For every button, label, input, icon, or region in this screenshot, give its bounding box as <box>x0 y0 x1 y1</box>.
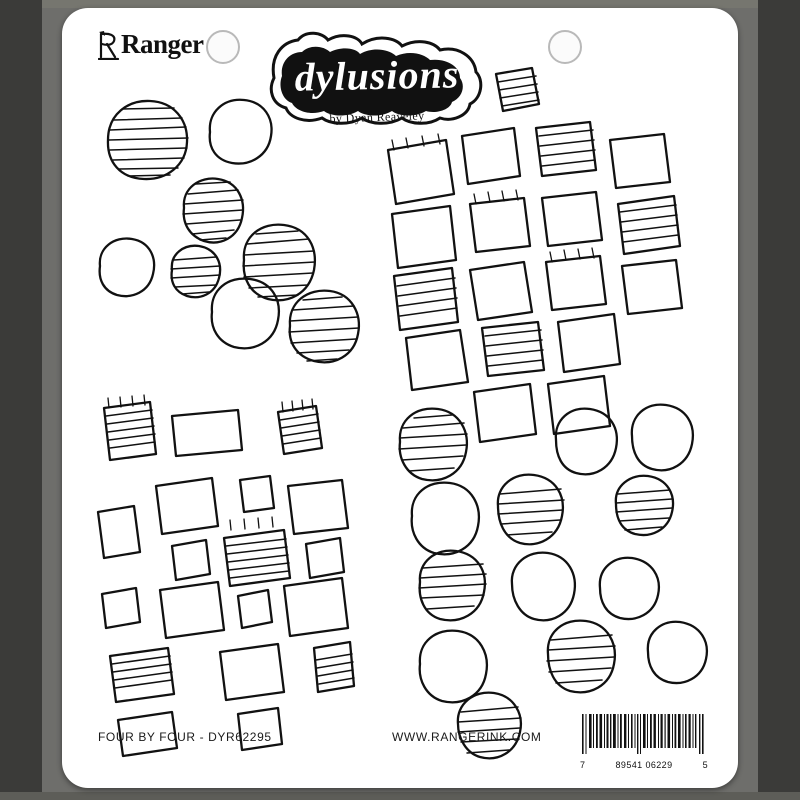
background-right-mat <box>758 0 800 800</box>
dylusions-byline: by Dyan Reaveley <box>329 108 425 126</box>
background-top-edge <box>0 0 800 8</box>
barcode-digits <box>580 760 708 770</box>
stamp-artwork <box>62 8 738 788</box>
package-footer <box>62 720 738 770</box>
barcode <box>580 714 710 770</box>
package-front-face <box>62 8 738 788</box>
artwork-squares-top-right <box>388 68 682 442</box>
barcode-main-digits: 89541 06229 <box>615 760 673 770</box>
website-label: WWW.RANGERINK.COM <box>392 730 542 744</box>
artwork-squares-bottom-left <box>98 395 354 756</box>
artwork-circles-top-left <box>100 100 359 362</box>
artwork-circles-bottom-right <box>399 405 707 759</box>
barcode-right-digit: 5 <box>702 760 708 770</box>
barcode-bars-icon <box>580 714 706 754</box>
dylusions-wordmark: dylusions <box>294 51 460 100</box>
background-bottom-edge <box>0 792 800 800</box>
product-package-card <box>62 8 738 788</box>
ranger-wordmark: Ranger <box>121 29 204 59</box>
background-left-mat <box>0 0 42 800</box>
product-name-label: FOUR BY FOUR - DYR62295 <box>98 730 272 744</box>
barcode-left-digit: 7 <box>580 760 586 770</box>
